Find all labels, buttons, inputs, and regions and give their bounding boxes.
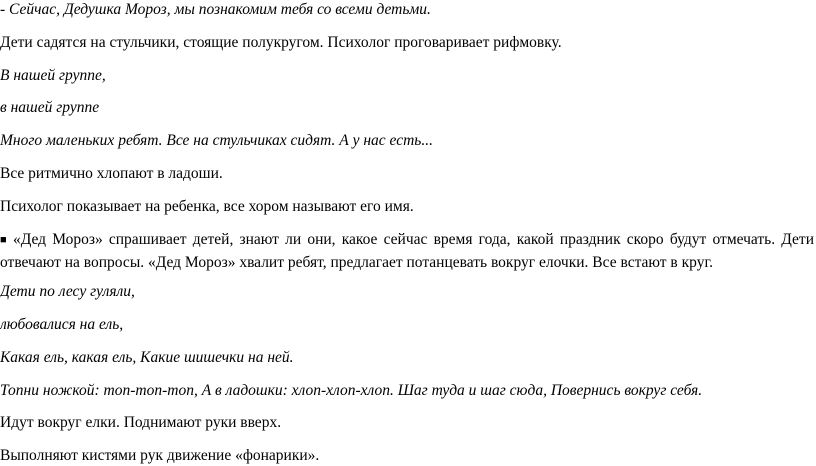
paragraph-intro-speech: - Сейчас, Дедушка Мороз, мы познакомим тебя со всеми детьми.: [0, 1, 431, 18]
song-line-3: Какая ель, какая ель, Какие шишечки на ней.: [0, 349, 294, 366]
bullet-icon: ■: [0, 234, 9, 246]
paragraph-children-sit: Дети садятся на стульчики, стоящие полукругом. Психолог проговаривает рифмовку.: [0, 34, 562, 51]
paragraph-names: Психолог показывает на ребенка, все хором называют его имя.: [0, 198, 414, 215]
paragraph-santa-questions: [0, 229, 814, 274]
rhyme-line-3: Много маленьких ребят. Все на стульчиках сидят. А у нас есть...: [0, 132, 433, 149]
song-line-4: Топни ножкой: топ-топ-топ, А в ладошки: хлоп-хлоп-хлоп. Шаг туда и шаг сюда, Повернись вокруг себя.: [0, 382, 703, 399]
paragraph-santa-text: «Дед Мороз» спрашивает детей, знают ли они, какое сейчас время года, какой праздник скоро будут отмечать. Дети отвечают на вопросы. «Дед Мороз» хвалит ребят, предлагает потанцевать вокруг елочки. Все встают в круг.: [0, 231, 814, 271]
rhyme-line-2: в нашей группе: [0, 99, 100, 116]
paragraph-walk-around: Идут вокруг елки. Поднимают руки вверх.: [0, 414, 282, 431]
rhyme-line-1: В нашей группе,: [0, 67, 106, 84]
paragraph-lanterns: Выполняют кистями рук движение «фонарики».: [0, 447, 320, 464]
song-line-1: Дети по лесу гуляли,: [0, 283, 135, 300]
song-line-2: любовалися на ель,: [0, 316, 124, 333]
paragraph-clapping: Все ритмично хлопают в ладоши.: [0, 165, 223, 182]
